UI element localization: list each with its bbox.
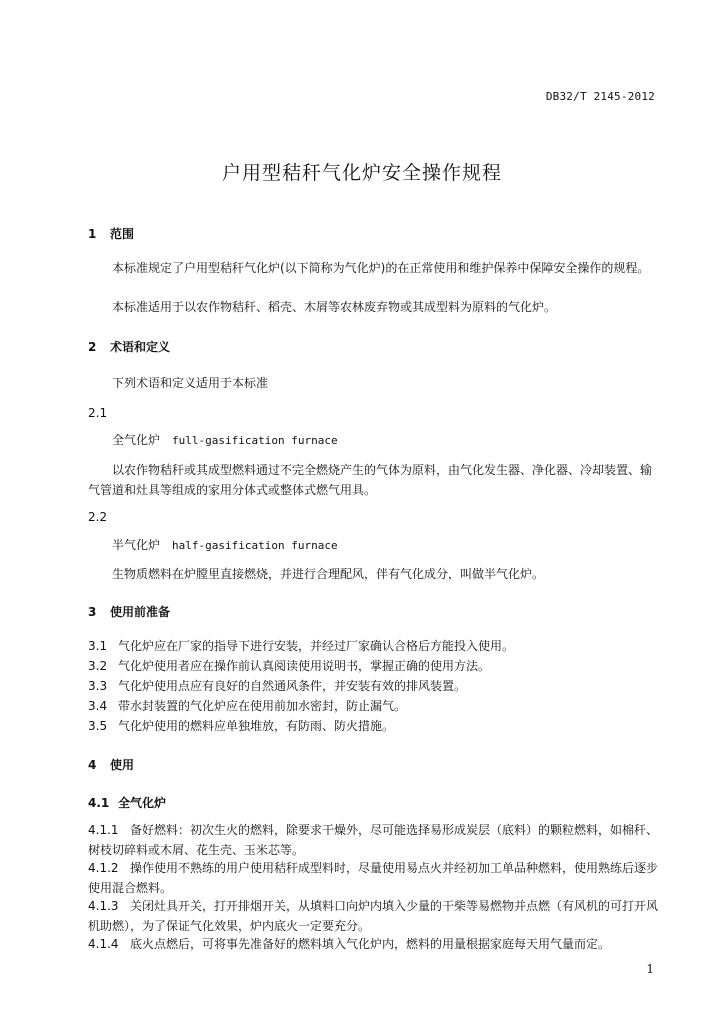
item-text: 气化炉使用点应有良好的自然通风条件，并安装有效的排风装置。 — [118, 679, 467, 693]
paragraph-4-1-3 — [88, 896, 658, 936]
list-item — [88, 696, 406, 716]
list-item — [88, 716, 394, 736]
term-line — [112, 430, 692, 451]
paragraph-4-1-1 — [88, 820, 658, 860]
section-title: 使用 — [110, 758, 135, 772]
term-en: full-gasification furnace — [172, 434, 338, 447]
term-definition: 生物质燃料在炉膛里直接燃烧，并进行合理配风，伴有气化成分，叫做半气化炉。 — [112, 567, 545, 581]
section-number: 1 — [88, 227, 97, 241]
paragraph-4-1-4 — [88, 934, 658, 954]
document-title: 户用型秸秆气化炉安全操作规程 — [221, 162, 502, 184]
list-item — [88, 636, 514, 656]
list-item — [88, 676, 466, 696]
page-number: 1 — [646, 962, 654, 976]
item-number: 3.5 — [88, 719, 108, 733]
list-item — [88, 656, 490, 676]
term-zh: 半气化炉 — [112, 538, 161, 552]
term-definition: 以农作物秸秆或其成型燃料通过不完全燃烧产生的气体为原料，由气化发生器、净化器、冷却装置、输气管道和灶具等组成的家用分体式或整体式燃气用具。 — [88, 463, 653, 497]
item-number: 3.1 — [88, 639, 108, 653]
term-en: half-gasification furnace — [172, 539, 338, 552]
paragraph: 下列术语和定义适用于本标准 — [112, 376, 269, 390]
section-heading-3 — [88, 603, 170, 620]
section-heading-1 — [88, 225, 134, 242]
item-text: 气化炉使用者应在操作前认真阅读使用说明书，掌握正确的使用方法。 — [118, 659, 491, 673]
item-text: 底火点燃后，可将事先准备好的燃料填入气化炉内，燃料的用量根据家庭每天用气量而定。 — [130, 937, 611, 951]
term-zh: 全气化炉 — [112, 433, 161, 447]
section-number: 3 — [88, 605, 97, 619]
term-line — [112, 535, 692, 556]
item-text: 备好燃料：初次生火的燃料，除要求干燥外，尽可能选择易形成炭层（底料）的颗粒燃料，如棉秆、树枝切碎料或木屑、花生壳、玉米芯等。 — [88, 823, 659, 857]
section-title: 使用前准备 — [110, 605, 171, 619]
subsection-number: 2.2 — [88, 510, 108, 524]
section-heading-2 — [88, 338, 170, 355]
paragraph: 本标准规定了户用型秸秆气化炉(以下简称为气化炉)的在正常使用和维护保养中保障安全操作的规程。 — [112, 261, 650, 275]
standard-code: DB32/T 2145-2012 — [545, 90, 655, 103]
item-number: 4.1.3 — [88, 899, 119, 913]
item-text: 操作使用不熟练的用户使用秸秆成型料时，尽量使用易点火并经初加工单品种燃料，使用熟练后逐步使用混合燃料。 — [88, 861, 659, 895]
item-number: 3.4 — [88, 699, 108, 713]
subsection-number: 4.1 — [88, 796, 110, 810]
item-number: 4.1.1 — [88, 823, 119, 837]
item-number: 4.1.4 — [88, 937, 119, 951]
item-text: 带水封装置的气化炉应在使用前加水密封，防止漏气。 — [118, 699, 407, 713]
item-number: 4.1.2 — [88, 861, 119, 875]
paragraph: 本标准适用于以农作物秸秆、稻壳、木屑等农林废弃物或其成型料为原料的气化炉。 — [112, 300, 557, 314]
section-title: 术语和定义 — [110, 340, 171, 354]
subsection-heading — [88, 794, 166, 811]
subsection-number: 2.1 — [88, 406, 108, 420]
section-heading-4 — [88, 756, 134, 773]
item-text: 气化炉应在厂家的指导下进行安装，并经过厂家确认合格后方能投入使用。 — [118, 639, 515, 653]
item-text: 气化炉使用的燃料应单独堆放，有防雨、防火措施。 — [118, 719, 395, 733]
section-title: 范围 — [110, 227, 135, 241]
item-text: 关闭灶具开关，打开排烟开关，从填料口向炉内填入少量的干柴等易燃物并点燃（有风机的可打开风机助燃），为了保证气化效果，炉内底火一定要充分。 — [88, 899, 659, 933]
paragraph-4-1-2 — [88, 858, 658, 898]
subsection-title: 全气化炉 — [118, 796, 167, 810]
item-number: 3.3 — [88, 679, 108, 693]
section-number: 4 — [88, 758, 97, 772]
section-number: 2 — [88, 340, 97, 354]
item-number: 3.2 — [88, 659, 108, 673]
